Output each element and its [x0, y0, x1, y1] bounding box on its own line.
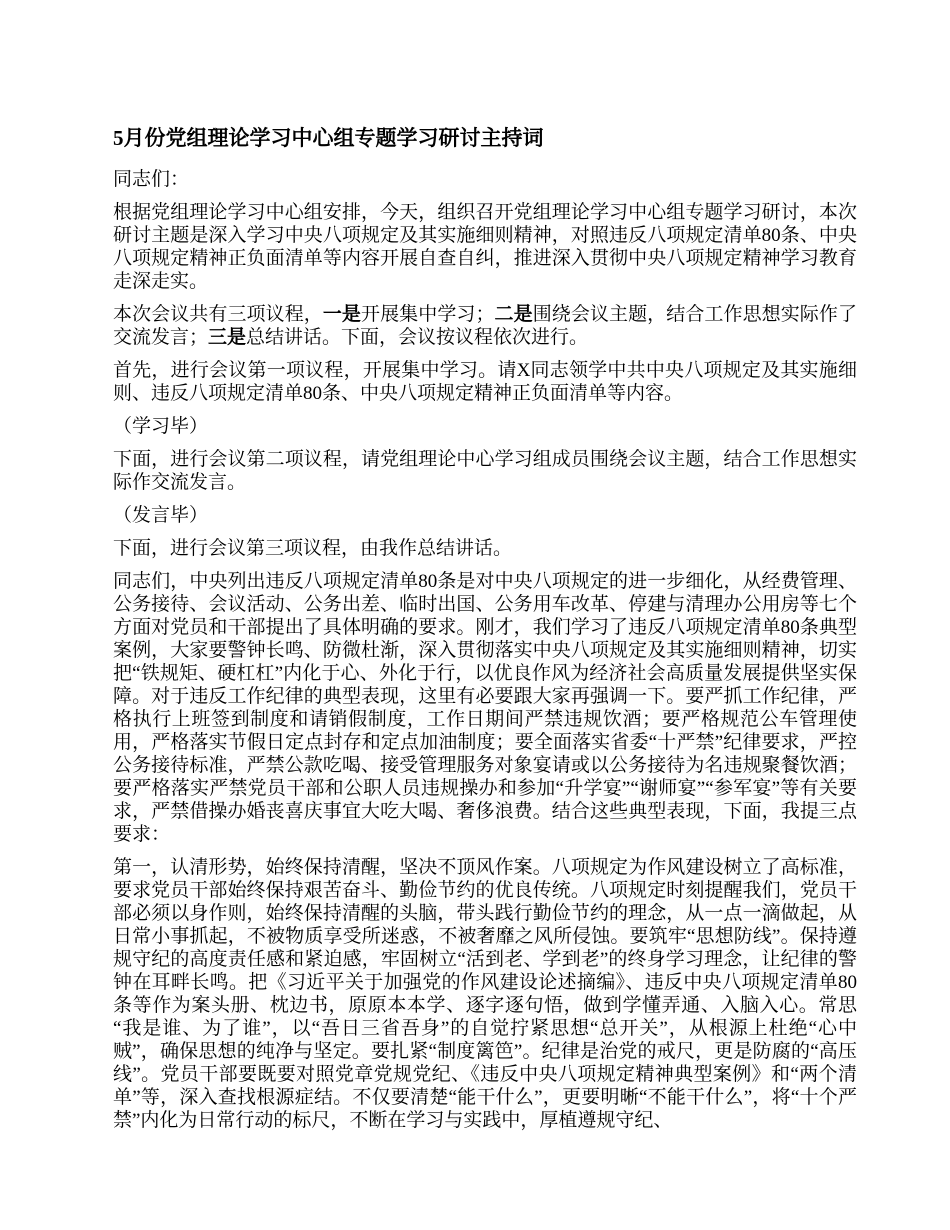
- paragraph-first-requirement: 第一，认清形势，始终保持清醒，坚决不顶风作案。八项规定为作风建设树立了高标准，要求党员干部始终保持艰苦奋斗、勤俭节约的优良传统。八项规定时刻提醒我们，党员干部必须以身作则，始终保持清醒的头脑，带头践行勤俭节约的理念，从一点一滴做起，从日常小事抓起，不被物质享受所迷惑，不被奢靡之风所侵蚀。要筑牢“思想防线”。保持遵规守纪的高度责任感和紧迫感，牢固树立“活到老、学到老”的终身学习理念，让纪律的警钟在耳畔长鸣。把《习近平关于加强党的作风建设论述摘编》、违反中央八项规定清单80条等作为案头册、枕边书，原原本本学、逐字逐句悟，做到学懂弄通、入脑入心。常思“我是谁、为了谁”，以“吾日三省吾身”的自觉拧紧思想“总开关”，从根源上杜绝“心中贼”，确保思想的纯净与坚定。要扎紧“制度篱笆”。纪律是治党的戒尺，更是防腐的“高压线”。党员干部要既要对照党章党规党纪、《违反中央八项规定精神典型案例》和“两个清单”等，深入查找根源症结。不仅要清楚“能干什么”，更要明晰“不能干什么”，将“十个严禁”内化为日常行动的标尺，不断在学习与实践中，厚植遵规守纪、: [113, 857, 857, 1131]
- agenda-run-third-marker: 三是: [208, 327, 247, 348]
- agenda-run-second-text: 围绕会议主题，结合工作思想实际作了交流发言；: [113, 304, 857, 348]
- document-title: 5月份党组理论学习中心组专题学习研讨主持词: [113, 126, 544, 150]
- agenda-run-intro: 本次会议共有三项议程，: [113, 304, 323, 325]
- agenda-run-third-text: 总结讲话。下面，会议按议程依次进行。: [246, 327, 589, 348]
- paragraph-second-item: 下面，进行会议第二项议程，请党组理论中心学习组成员围绕会议主题，结合工作思想实际作交流发言。: [113, 449, 857, 493]
- paragraph-agenda: [113, 303, 857, 349]
- paragraph-opening: 根据党组理论学习中心组安排，今天，组织召开党组理论学习中心组专题学习研讨，本次研讨主题是深入学习中央八项规定及其实施细则精神，对照违反八项规定清单80条、中央八项规定精神正负面清单等内容开展自查自纠，推进深入贯彻中央八项规定精神学习教育走深走实。: [113, 202, 857, 292]
- agenda-run-first-marker: 一是: [322, 304, 362, 325]
- salutation: 同志们：: [113, 169, 190, 190]
- paragraph-summary-remarks: 同志们，中央列出违反八项规定清单80条是对中央八项规定的进一步细化，从经费管理、公务接待、会议活动、公务出差、临时出国、公务用车改革、停建与清理办公用房等七个方面对党员和干部提出了具体明确的要求。刚才，我们学习了违反八项规定清单80条典型案例，大家要警钟长鸣、防微杜渐，深入贯彻落实中央八项规定及其实施细则精神，切实把“铁规矩、硬杠杠”内化于心、外化于行，以优良作风为经济社会高质量发展提供坚实保障。对于违反工作纪律的典型表现，这里有必要跟大家再强调一下。要严抓工作纪律，严格执行上班签到制度和请销假制度，工作日期间严禁违规饮酒；要严格规范公车管理使用，严格落实节假日定点封存和定点加油制度；要全面落实省委“十严禁”纪律要求，严控公务接待标准，严禁公款吃喝、接受管理服务对象宴请或以公务接待为名违规聚餐饮酒；要严格落实严禁党员干部和公职人员违规操办和参加“升学宴”“谢师宴”“参军宴”等有关要求，严禁借操办婚丧喜庆事宜大吃大喝、奢侈浪费。结合这些典型表现，下面，我提三点要求：: [113, 571, 857, 845]
- note-speech-finished: （发言毕）: [113, 505, 209, 526]
- agenda-run-first-text: 开展集中学习；: [361, 304, 495, 325]
- paragraph-first-item: 首先，进行会议第一项议程，开展集中学习。请X同志领学中共中央八项规定及其实施细则、违反八项规定清单80条、中央八项规定精神正负面清单等内容。: [113, 360, 857, 404]
- note-study-finished: （学习毕）: [113, 416, 209, 437]
- agenda-run-second-marker: 二是: [494, 304, 533, 325]
- paragraph-third-item: 下面，进行会议第三项议程，由我作总结讲话。: [113, 538, 513, 559]
